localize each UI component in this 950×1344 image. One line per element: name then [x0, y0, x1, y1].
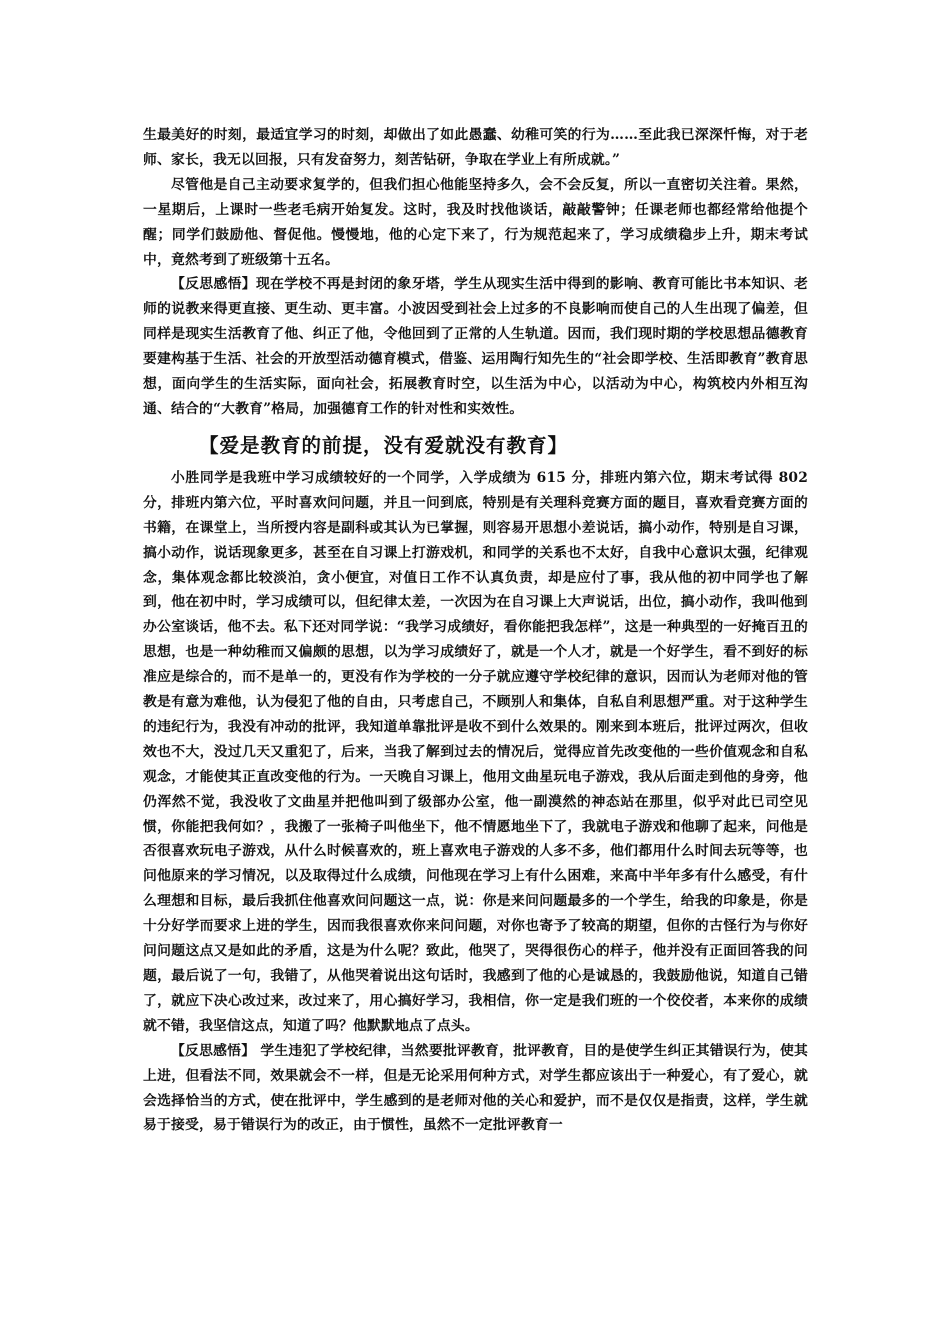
- paragraph: 生最美好的时刻，最适宜学习的时刻，却做出了如此愚蠢、幼稚可笑的行为……至此我已深深忏悔，对于老师、家长，我无以回报，只有发奋努力，刻苦钻研，争取在学业上有所成就。”: [143, 127, 808, 168]
- section-bottom: [143, 466, 808, 1138]
- section-heading: 【爱是教育的前提，没有爱就没有教育】: [199, 433, 569, 457]
- paragraph: 小胜同学是我班中学习成绩较好的一个同学，入学成绩为 615 分，排班内第六位，期末考试得 802 分，排班内第六位，平时喜欢问问题，并且一问到底，特别是有关理科竞赛方面的题目，喜欢看竞赛方面的书籍，在课堂上，当所授内容是副科或其认为已掌握，则容易开思想小差说话，搞小动作，特别是自习课，搞小动作，说话现象更多，甚至在自习课上打游戏机，和同学的关系也不太好，自我中心意识太强，纪律观念，集体观念都比较淡泊，贪小便宜，对值日工作不认真负责，却是应付了事，我从他的初中同学也了解到，他在初中时，学习成绩可以，但纪律太差，一次因为在自习课上大声说话，出位，搞小动作，我叫他到办公室谈话，他不去。私下还对同学说：“我学习成绩好，看你能把我怎样”，这是一种典型的一好掩百丑的思想，也是一种幼稚而又偏颇的思想，以为学习成绩好了，就是一个人才，就是一个好学生，看不到好的标准应是综合的，而不是单一的，更没有作为学校的一分子就应遵守学校纪律的意识，因而认为老师对他的管教是有意为难他，认为侵犯了他的自由，只考虑自己，不顾别人和集体，自私自利思想严重。对于这种学生的违纪行为，我没有冲动的批评，我知道单靠批评是收不到什么效果的。刚来到本班后，批评过两次，但收效也不大，没过几天又重犯了，后来，当我了解到过去的情况后，觉得应首先改变他的一些价值观念和自私观念，才能使其正直改变他的行为。一天晚自习课上，他用文曲星玩电子游戏，我从后面走到他的身旁，他仍浑然不觉，我没收了文曲星并把他叫到了级部办公室，他一副漠然的神态站在那里，似乎对此已司空见惯，你能把我何如？，我搬了一张椅子叫他坐下，他不情愿地坐下了，我就电子游戏和他聊了起来，问他是否很喜欢玩电子游戏，从什么时候喜欢的，班上喜欢电子游戏的人多不多，他们都用什么时间去玩等等，也问他原来的学习情况，以及取得过什么成绩，问他现在学习上有什么困难，来高中半年多有什么感受，有什么理想和目标，最后我抓住他喜欢问问题这一点，说：你是来问问题最多的一个学生，给我的印象是，你是十分好学而要求上进的学生，因而我很喜欢你来问问题，对你也寄予了较高的期望，但你的古怪行为与你好问问题这点又是如此的矛盾，这是为什么呢？致此，他哭了，哭得很伤心的样子，他并没有正面回答我的问题，最后说了一句，我错了，从他哭着说出这句话时，我感到了他的心是诚恳的，我鼓励他说，知道自己错了，就应下决心改过来，改过来了，用心搞好学习，我相信，你一定是我们班的一个佼佼者，本来你的成绩就不错，我坚信这点，知道了吗？他默默地点了点头。: [143, 469, 808, 1034]
- paragraph-reflection: 【反思感悟】现在学校不再是封闭的象牙塔，学生从现实生活中得到的影响、教育可能比书本知识、老师的说教来得更直接、更生动、更丰富。小波因受到社会上过多的不良影响而使自己的人生出现了偏差，但同样是现实生活教育了他、纠正了他，令他回到了正常的人生轨道。因而，我们现时期的学校思想品德教育要建构基于生活、社会的开放型活动德育模式，借鉴、运用陶行知先生的“社会即学校、生活即教育”教育思想，面向学生的生活实际，面向社会，拓展教育时空，以生活为中心，以活动为中心，构筑校内外相互沟通、结合的“大教育”格局，加强德育工作的针对性和实效性。: [143, 276, 808, 417]
- paragraph: 尽管他是自己主动要求复学的，但我们担心他能坚持多久，会不会反复，所以一直密切关注着。果然，一星期后，上课时一些老毛病开始复发。这时，我及时找他谈话，敲敲警钟；任课老师也都经常给他提个醒；同学们鼓励他、督促他。慢慢地，他的心定下来了，行为规范起来了，学习成绩稳步上升，期末考试中，竟然考到了班级第十五名。: [143, 176, 808, 268]
- section-top: [143, 123, 808, 422]
- document-page: [143, 123, 808, 1138]
- paragraph-reflection: 【反思感悟】 学生违犯了学校纪律，当然要批评教育，批评教育，目的是使学生纠正其错误行为，使其上进，但看法不同，效果就会不一样，但是无论采用何种方式，对学生都应该出于一种爱心，有了爱心，就会选择恰当的方式，使在批评中，学生感到的是老师对他的关心和爱护，而不是仅仅是指责，这样，学生就易于接受，易于错误行为的改正，由于惯性，虽然不一定批评教育一: [143, 1042, 808, 1134]
